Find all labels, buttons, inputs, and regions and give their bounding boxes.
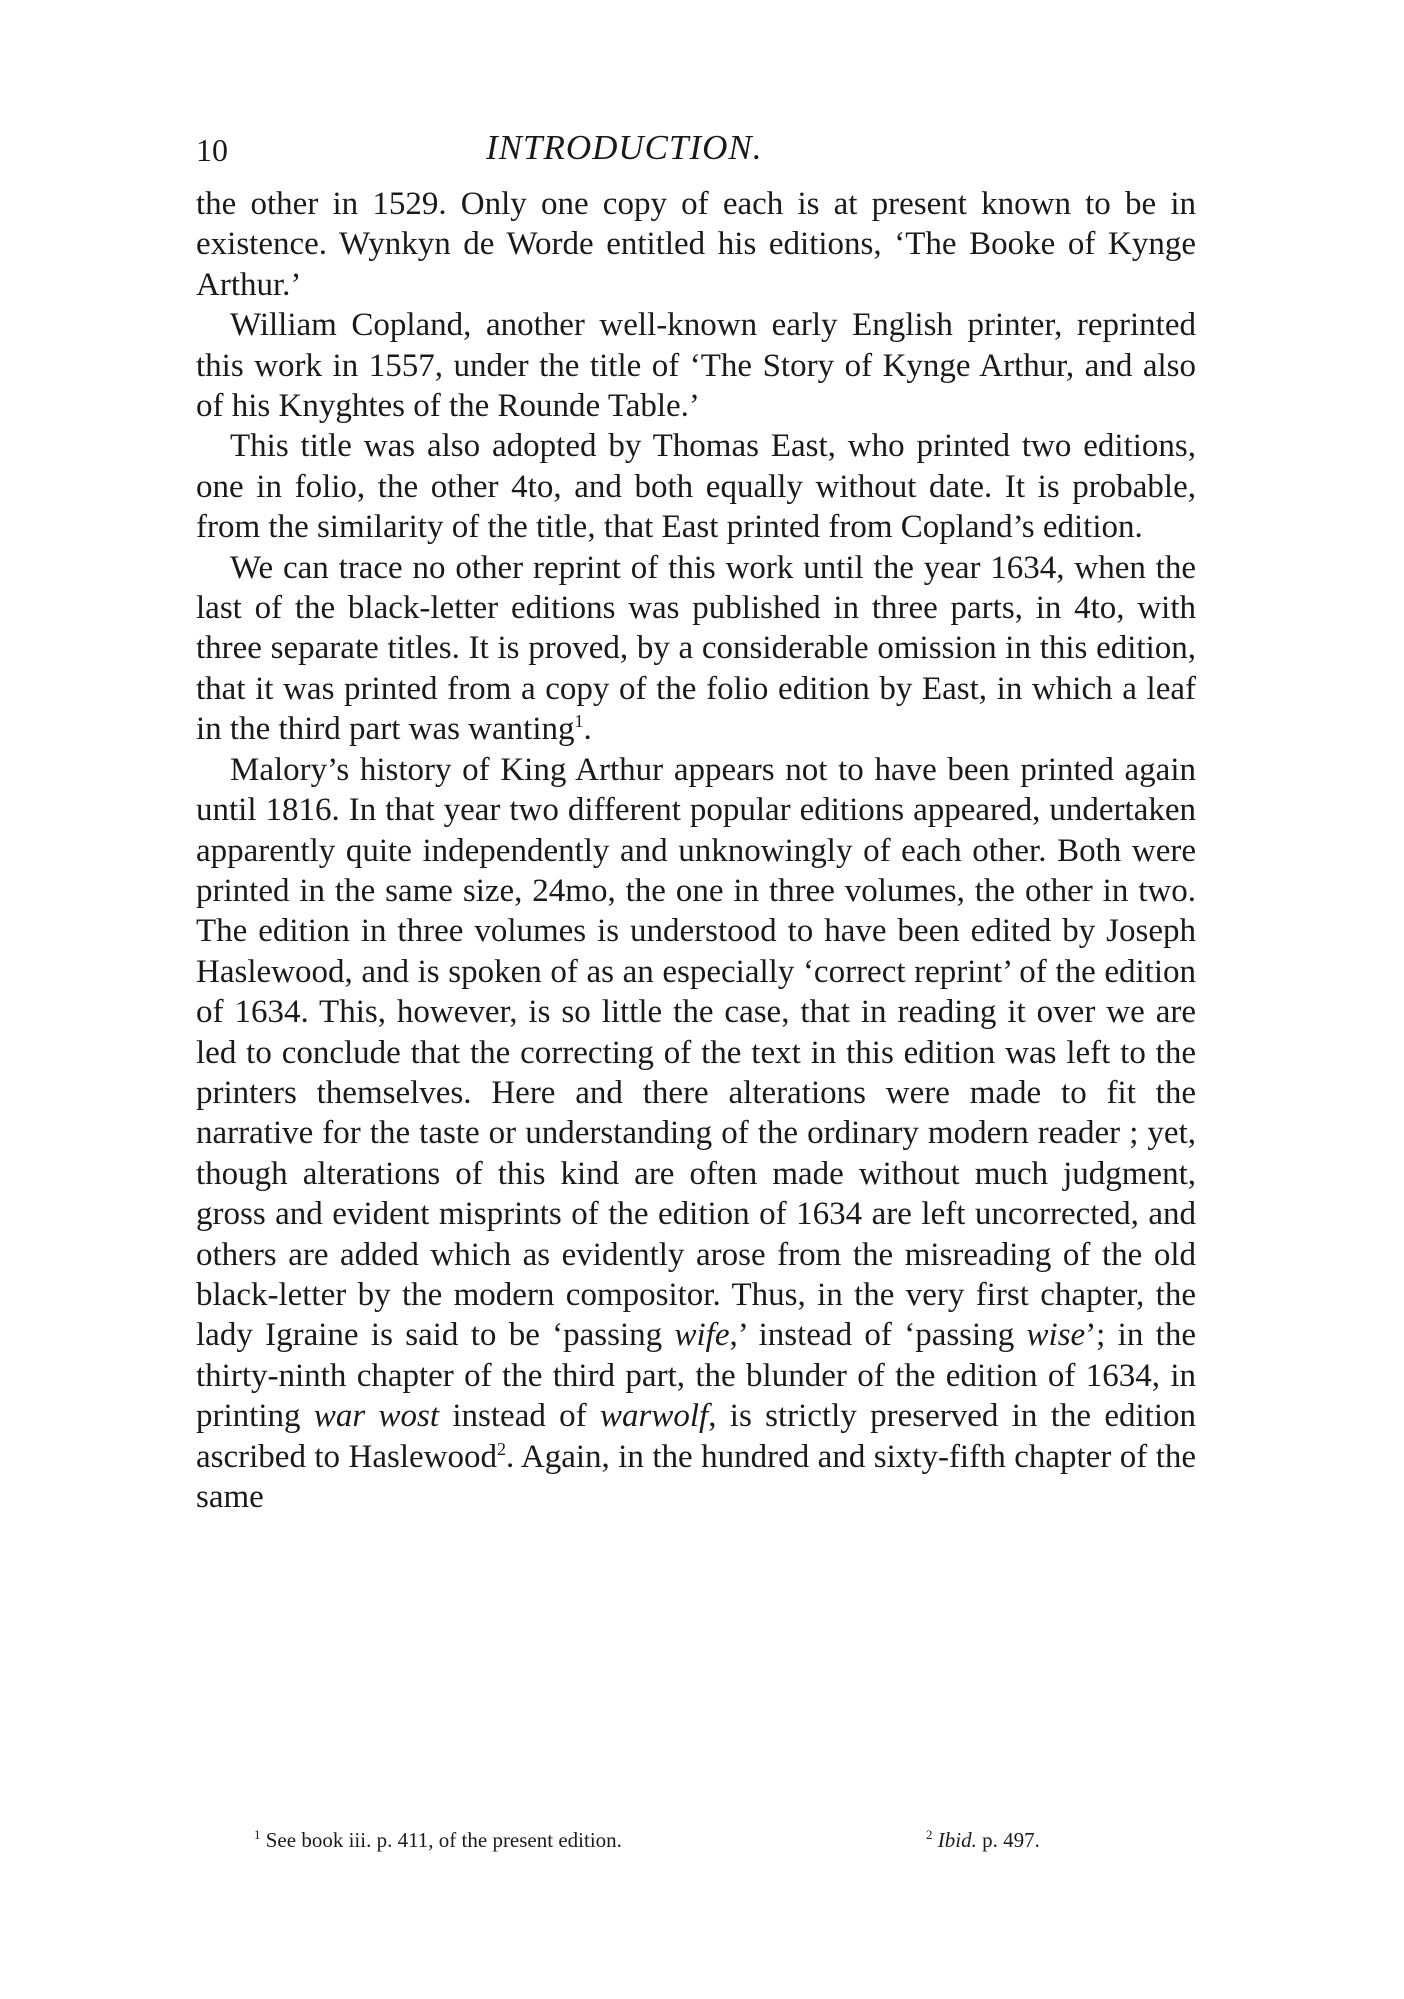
document-page (196, 128, 1197, 1852)
footnote-2 (926, 1828, 1040, 1853)
paragraph-1: the other in 1529. Only one copy of each is at present known to be in existence. Wynkyn de Worde entitled his editions, ‘The Booke of Kynge Arthur.’ (196, 186, 1196, 303)
paragraph-4 (196, 548, 1196, 750)
page-number: 10 (196, 132, 228, 168)
paragraph-5 (196, 750, 1196, 1518)
footnote-1 (254, 1828, 622, 1853)
page-header (196, 128, 1196, 184)
footnote-2-text: p. 497. (976, 1828, 1040, 1852)
paragraph-2: William Copland, another well-known early English printer, reprinted this work in 1557, under the title of ‘The Story of Kynge Arthur, and also of his Knyghtes of the Rounde Table.’ (196, 307, 1196, 425)
paragraph-5-text-e: , is strictly preserved in the edition ascribed to Haslewood (196, 1398, 1197, 1475)
body-text (196, 184, 1196, 1517)
footnote-2-ibid: Ibid. (932, 1828, 977, 1852)
paragraph-5-text-f: . Again, in the hundred and sixty-fifth chapter of the same (196, 1438, 1197, 1515)
footnote-1-mark: 1 (254, 1827, 261, 1842)
paragraph-5-text-b: ,’ instead of ‘passing (729, 1317, 1027, 1354)
paragraph-4-text: We can trace no other reprint of this work until the year 1634, when the last of the black-letter editions was published in three parts, in 4to, with three separate titles. It is proved, by a considerable omission in this edition, that it was printed from a copy of the folio edition by East, in which a leaf in the third part was wanting (196, 549, 1196, 748)
footnote-2-mark: 2 (926, 1827, 933, 1842)
paragraph-5-text-d: instead of (439, 1398, 601, 1435)
footnote-1-text: See book iii. p. 411, of the present edition. (260, 1828, 622, 1852)
italic-wife: wife (674, 1317, 730, 1354)
italic-warwolf: warwolf (600, 1398, 709, 1435)
footnote-ref-1: 1 (574, 711, 584, 732)
paragraph-4-end: . (583, 711, 592, 748)
footnote-ref-2: 2 (496, 1438, 506, 1459)
running-title: INTRODUCTION. (486, 128, 763, 167)
paragraph-5-text-a: Malory’s history of King Arthur appears not to have been printed again until 1816. In that year two different popular editions appeared, undertaken apparently quite independently and unknowingly of each other. Both were printed in the same size, 24mo, the one in three volumes, the other in two. The edition in three volumes is understood to have been edited by Joseph Haslewood, and is spoken of as an especially ‘correct reprint’ of the edition of 1634. This, however, is so little the case, that in reading it over we are led to conclude that the correcting of the text in this edition was left to the printers themselves. Here and there alterations were made to fit the narrative for the taste or understanding of the ordinary modern reader ; yet, though alterations of this kind are often made without much judgment, gross and evident misprints of the edition of 1634 are left uncorrected, and others are added which as evidently arose from the misreading of the old black-letter by the modern compositor. Thus, in the very first chapter, the lady Igraine is said to be ‘passing (196, 751, 1196, 1354)
paragraph-3: This title was also adopted by Thomas East, who printed two editions, one in folio, the other 4to, and both equally without date. It is probable, from the similarity of the title, that East printed from Copland’s edition. (196, 428, 1196, 546)
italic-wise: wise (1026, 1317, 1086, 1354)
paragraph-5-text-c: ’; in the thirty-ninth chapter of the third part, the blunder of the edition of 1634, in printing (196, 1317, 1196, 1435)
italic-war-wost: war wost (313, 1398, 440, 1435)
